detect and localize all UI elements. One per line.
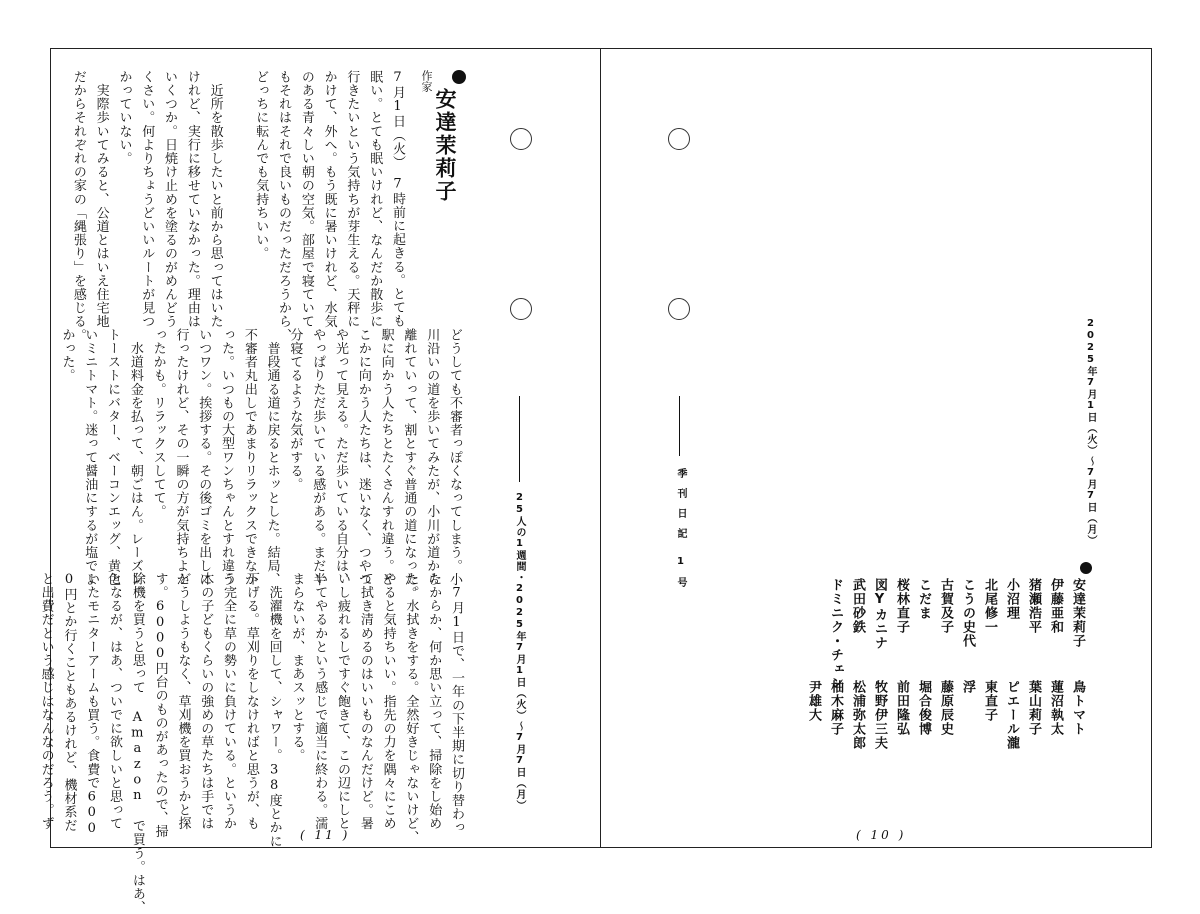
page-number-left: ( 11 ) — [300, 828, 351, 842]
text-line: 水道料金を払って、朝ごはん。レーズン — [127, 328, 143, 587]
contributor: 武田砂鉄 — [850, 578, 865, 634]
text-line: 普段通る道に戻るとホッとした。結局、 — [264, 328, 280, 587]
text-line: 7月1日（火） 7時前に起きる。とても — [390, 70, 405, 328]
text-line: いたモニターアームも買う。食費で600 — [84, 572, 100, 837]
diary-text-upper — [66, 70, 408, 342]
text-line: や光って見える。ただ歩いている自分は、 — [333, 328, 349, 587]
contributor: 蓮沼執太 — [1048, 680, 1063, 736]
text-line: けれど、実行に移せていなかった。理由は — [184, 70, 200, 329]
contributor: 古賀及子 — [938, 578, 953, 634]
text-line: 川沿いの道を歩いてみたが、小川が道から — [424, 328, 440, 587]
text-line: 行きたいという気持ちが芽生える。天秤に — [344, 70, 360, 329]
text-line: やっぱりただ歩いている感がある。まだ半 — [310, 328, 326, 587]
contributors-row1 — [824, 578, 1088, 690]
contributor: 尹雄大 — [806, 680, 821, 722]
contributor: 図Yカニナ — [872, 578, 887, 650]
contributor: 伊藤亜和 — [1048, 578, 1063, 634]
author-name: 安達茉莉子 — [433, 88, 457, 203]
text-line: かけて、外へ。もう既に暑いけれど、水気 — [321, 70, 337, 329]
contributor: 柚木麻子 — [828, 680, 843, 736]
contributor: 鳥トマト — [1070, 680, 1085, 736]
text-line: どっちに転んでも気持ちいい。 — [253, 70, 269, 261]
text-line: た。水拭きをする。全然好きじゃないけど、 — [403, 572, 419, 844]
contributor: 猪瀬浩平 — [1026, 578, 1041, 634]
running-header-rule — [519, 396, 520, 482]
text-line: いミニトマト。迷って醤油にするが塩でよ — [82, 328, 98, 587]
contributor: 安達茉莉子 — [1070, 578, 1085, 648]
contributor: 北尾修一 — [982, 578, 997, 634]
text-line: と出費だという感じはなんなのだろう。ず — [38, 572, 54, 831]
text-line: いつワン。挨拶する。その後ゴミを出しに — [196, 328, 212, 587]
text-line: 実際歩いてみると、公道とはいえ住宅地 — [93, 70, 109, 329]
text-line: たからか、何か思い立って、掃除をし始め — [426, 572, 442, 831]
contributor: 松浦弥太郎 — [850, 680, 865, 750]
text-line: トーストにバター、ベーコンエッグ、黄色 — [105, 328, 121, 587]
binder-hole-right-top — [668, 128, 690, 150]
text-line: う完全に草の勢いに負けている。というか — [221, 572, 237, 831]
contributor: 前田隆弘 — [894, 680, 909, 736]
text-line: す。6000円台のものがあったので、掃 — [152, 572, 168, 839]
page-number-right: ( 10 ) — [856, 828, 907, 842]
contributor: ピエール瀧 — [1004, 680, 1019, 750]
issue-number: 1号 — [675, 556, 686, 597]
contributor: 桜林直子 — [894, 578, 909, 634]
text-line: のある青々しい朝の空気。部屋で寝ていて — [298, 70, 314, 329]
text-line: 不審者丸出しであまりリラックスできなか — [241, 328, 257, 587]
text-line: 木の子どもくらいの強めの草たちは手では — [198, 572, 214, 831]
text-line: 0円とか行くこともあるけれど、機材系だ — [61, 572, 77, 833]
binder-hole-left-top — [510, 128, 532, 150]
text-line: 下げる。草刈りをしなければと思うが、も — [243, 572, 259, 831]
text-line: だからそれぞれの家の「縄張り」を感じる。 — [70, 70, 86, 342]
text-line: 眠い。とても眠いけれど、なんだか散歩に — [367, 70, 383, 329]
contributor: 東直子 — [982, 680, 997, 722]
text-line: どうしようもなく、草刈機を買おうかと探 — [175, 572, 191, 831]
binder-hole-left-bottom — [510, 298, 532, 320]
text-line: て拭き清めるのはいいものなんだけど。暑 — [357, 572, 373, 831]
contributor: 浮 — [960, 680, 975, 694]
author-role: 作家 — [420, 70, 433, 92]
contributor: 小沼理 — [1004, 578, 1019, 620]
title-rule — [679, 396, 680, 456]
text-line: いし疲れるしですぐ飽きて、この辺にしと — [335, 572, 351, 831]
text-line: 除機を買うと思って Amazon で買う。はあ、 — [129, 572, 145, 914]
contributor: ドミニク・チェン — [828, 578, 843, 690]
text-line: かった。 — [59, 328, 75, 383]
binder-hole-right-bottom — [668, 298, 690, 320]
author-dot-icon — [452, 70, 466, 84]
contributor: こうの史代 — [960, 578, 975, 648]
contributor: 堀合俊博 — [916, 680, 931, 736]
diary-text-lower — [55, 328, 465, 600]
contributor: こだま — [916, 578, 931, 620]
text-line: 分寝てるような気がする。 — [287, 328, 303, 492]
running-header: 25人の1週間・2025年7月1日（火）〜7月7日（月） — [514, 492, 525, 811]
text-line: かっていない。 — [116, 70, 132, 166]
text-line: ったかも。リラックスしてて。 — [150, 328, 166, 519]
contributor: 藤原辰史 — [938, 680, 953, 736]
date-range: 2025年7月1日（火）〜7月7日（月） — [1085, 318, 1096, 546]
text-line: まらないが、まあスッとする。 — [289, 572, 305, 763]
text-line: どうしても不審者っぽくなってしまう。小 — [447, 328, 462, 587]
text-line: った。いつもの大型ワンちゃんとすれ違う。 — [219, 328, 235, 600]
text-line: 近所を散歩したいと前から思ってはいた — [207, 70, 223, 329]
text-line: いてやるかという感じで適当に終わる。濡 — [312, 572, 328, 831]
contributor: 牧野伊三夫 — [872, 680, 887, 750]
journal-title: 季刊日記 — [675, 468, 686, 548]
text-line: となるが、はあ、ついでに欲しいと思って — [107, 572, 123, 831]
contributors-row2 — [802, 680, 1088, 750]
contributor: 葉山莉子 — [1026, 680, 1041, 736]
text-line: 離れていって、割とすぐ普通の道になった。 — [401, 328, 417, 600]
text-line: 駅に向かう人たちとたくさんすれ違う。ど — [378, 328, 394, 587]
text-line: くさい。何よりちょうどいいルートが見つ — [139, 70, 155, 329]
text-line: こかに向かう人たちは、迷いなく、つやつ — [355, 328, 371, 587]
text-line: 洗濯機を回して、シャワー。38度とかに — [266, 572, 282, 848]
text-line: もそれはそれで良いものだっただろうから、 — [276, 70, 292, 342]
contributor-dot-icon — [1080, 562, 1092, 574]
text-line: いくつか。日焼け止めを塗るのがめんどう — [162, 70, 178, 329]
text-line: やると気持ちいい。指先の力を隅々にこめ — [380, 572, 396, 831]
text-line: 行ったけれど、その一瞬の方が気持ちよか — [173, 328, 189, 587]
text-line: 7月1日で、一年の下半期に切り替わっ — [449, 572, 464, 835]
